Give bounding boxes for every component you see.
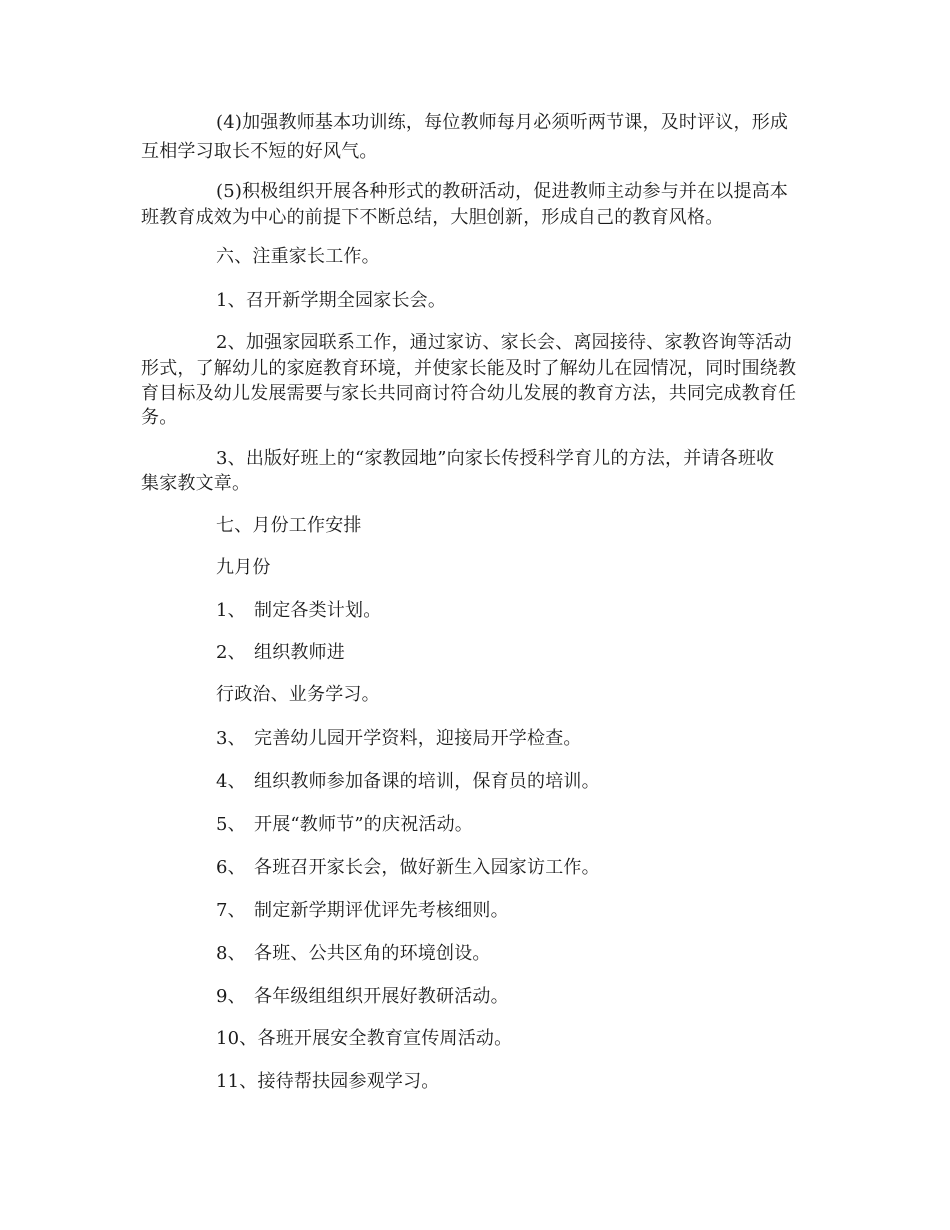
september-item-3 (216, 728, 582, 750)
section-six-heading: 六、注重家长工作。 (216, 246, 380, 267)
september-heading: 九月份 (216, 557, 271, 578)
item-number: 7、 (216, 900, 246, 921)
item-text: 各班召开家长会，做好新生入园家访工作。 (254, 857, 600, 878)
item-number: 4、 (216, 771, 246, 792)
september-item-7 (216, 900, 509, 922)
item-text: 组织教师进 (254, 642, 345, 663)
item-text: 各年级组组织开展好教研活动。 (254, 986, 509, 1007)
paragraph-4-line-2: 互相学习取长不短的好风气。 (141, 141, 378, 162)
september-item-8 (216, 943, 491, 965)
item-number: 1、 (216, 600, 246, 621)
item-number: 6、 (216, 857, 246, 878)
parent-work-item-2-line-2: 形式，了解幼儿的家庭教育环境，并使家长能及时了解幼儿在园情况，同时围绕教 (141, 358, 797, 379)
item-number: 9、 (216, 986, 246, 1007)
paragraph-5-line-2: 班教育成效为中心的前提下不断总结，大胆创新，形成自己的教育风格。 (141, 207, 724, 228)
item-number: 8、 (216, 943, 246, 964)
section-seven-heading: 七、月份工作安排 (216, 515, 362, 536)
parent-work-item-2-line-3: 育目标及幼儿发展需要与家长共同商讨符合幼儿发展的教育方法，共同完成教育任 (141, 383, 797, 404)
september-item-2 (216, 642, 345, 664)
september-item-2-continuation: 行政治、业务学习。 (216, 684, 380, 705)
item-text: 制定新学期评优评先考核细则。 (254, 900, 509, 921)
september-item-1 (216, 600, 381, 622)
september-item-4 (216, 771, 600, 793)
item-text: 开展“教师节”的庆祝活动。 (254, 814, 474, 835)
item-number: 5、 (216, 814, 246, 835)
paragraph-4-line-1: (4)加强教师基本功训练，每位教师每月必须听两节课，及时评议，形成 (216, 112, 789, 133)
september-item-9 (216, 986, 509, 1008)
item-number: 3、 (216, 728, 246, 749)
september-item-11: 11、接待帮扶园参观学习。 (216, 1071, 440, 1092)
parent-work-item-2-line-4: 务。 (141, 407, 178, 428)
parent-work-item-3-line-1: 3、出版好班上的“家教园地”向家长传授科学育儿的方法，并请各班收 (216, 448, 775, 469)
item-text: 制定各类计划。 (254, 600, 382, 621)
parent-work-item-3-line-2: 集家教文章。 (141, 473, 251, 494)
september-item-10: 10、各班开展安全教育宣传周活动。 (216, 1028, 513, 1049)
september-item-6 (216, 857, 600, 879)
item-text: 组织教师参加备课的培训，保育员的培训。 (254, 771, 600, 792)
paragraph-5-line-1: (5)积极组织开展各种形式的教研活动，促进教师主动参与并在以提高本 (216, 181, 789, 202)
item-text: 完善幼儿园开学资料，迎接局开学检查。 (254, 728, 582, 749)
september-item-5 (216, 814, 473, 836)
item-number: 2、 (216, 642, 246, 663)
item-text: 各班、公共区角的环境创设。 (254, 943, 491, 964)
parent-work-item-1: 1、召开新学期全园家长会。 (216, 290, 447, 311)
parent-work-item-2-line-1: 2、加强家园联系工作，通过家访、家长会、离园接待、家教咨询等活动 (216, 332, 792, 353)
